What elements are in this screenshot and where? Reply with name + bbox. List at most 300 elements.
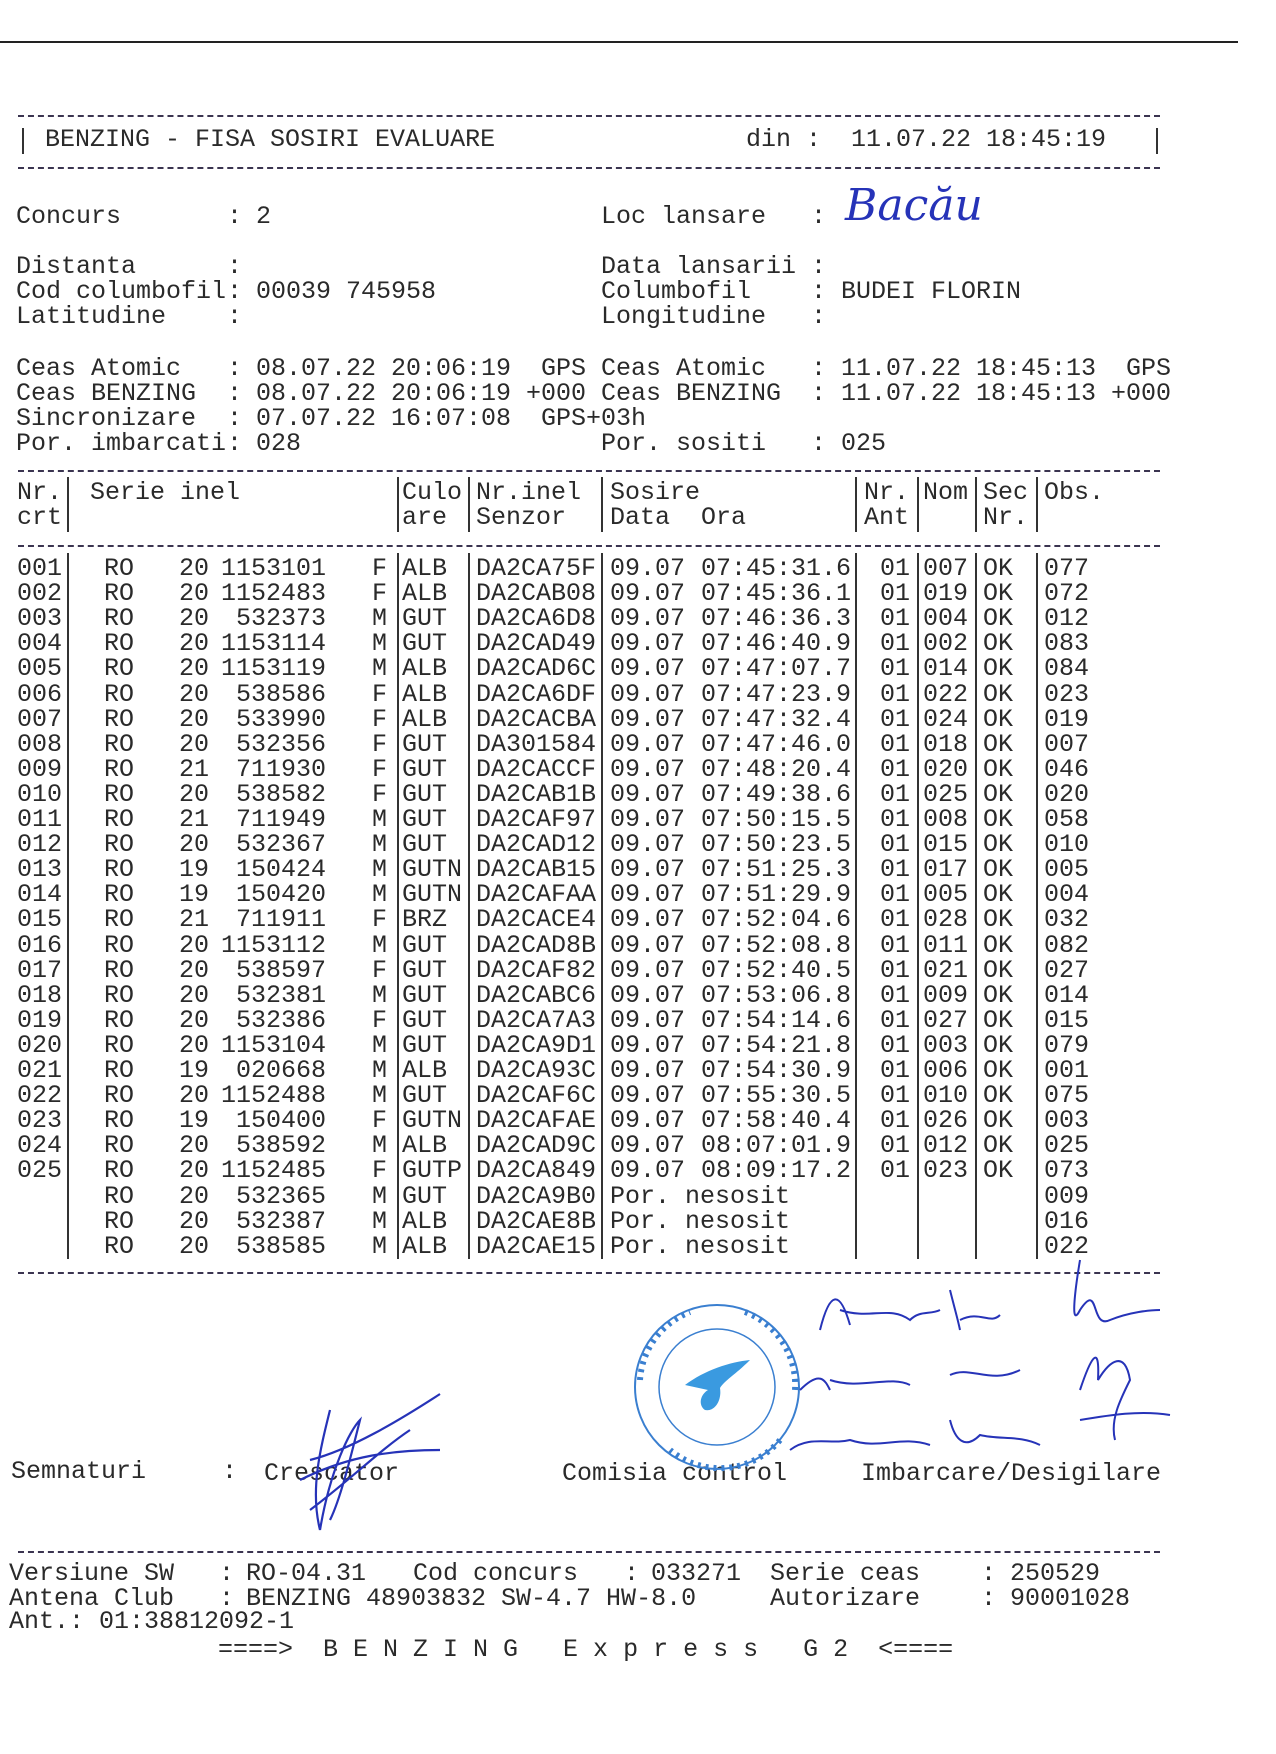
data-lansarii-label: Data lansarii: [601, 252, 797, 281]
cell-color: ALB: [402, 554, 448, 583]
cell-ring-number: 1152488: [220, 1081, 326, 1110]
association-stamp: [630, 1300, 805, 1475]
cell-obs: 004: [1044, 880, 1090, 909]
cell-ring-number: 538585: [235, 1232, 326, 1261]
cell-ring-number: 711930: [235, 755, 326, 784]
cell-nr: 019: [17, 1006, 63, 1035]
cell-sec: OK: [983, 931, 1014, 960]
cell-ring-number: 1152483: [220, 579, 326, 608]
cell-obs: 016: [1044, 1207, 1090, 1236]
cell-nom: 006: [923, 1056, 969, 1085]
title-box-left: [22, 128, 24, 154]
crescator-signature: [290, 1390, 460, 1540]
cell-nr: 021: [17, 1056, 63, 1085]
cell-ring-number: 538592: [235, 1131, 326, 1160]
column-divider: [1036, 477, 1038, 532]
cell-sec: OK: [983, 1081, 1014, 1110]
cell-sex: F: [372, 1156, 388, 1185]
cell-time: 07:54:14.6: [701, 1006, 852, 1035]
colon: :: [227, 404, 243, 433]
column-divider: [855, 477, 857, 532]
cell-country: RO: [104, 981, 135, 1010]
cell-color: BRZ: [402, 905, 448, 934]
cell-date: 09.07: [610, 956, 686, 985]
divider: [18, 1551, 1160, 1553]
cell-time: 08:07:01.9: [701, 1131, 852, 1160]
cell-sex: M: [372, 880, 388, 909]
cell-color: GUT: [402, 956, 448, 985]
cell-color: GUT: [402, 1031, 448, 1060]
autorizare-value: 90001028: [1010, 1584, 1131, 1613]
divider: [18, 115, 1160, 117]
cell-nom: 020: [923, 755, 969, 784]
cell-obs: 032: [1044, 905, 1090, 934]
cell-country: RO: [104, 730, 135, 759]
crescator-label: Crescator: [264, 1459, 400, 1488]
cell-country: RO: [104, 554, 135, 583]
columbofil-value: BUDEI FLORIN: [841, 277, 1022, 306]
cell-nom: 010: [923, 1081, 969, 1110]
cell-country: RO: [104, 1106, 135, 1135]
cell-obs: 007: [1044, 730, 1090, 759]
cell-country: RO: [104, 654, 135, 683]
cell-year: 20: [179, 554, 210, 583]
cell-ring-number: 532381: [235, 981, 326, 1010]
cell-sec: OK: [983, 830, 1014, 859]
column-divider: [1036, 553, 1038, 1259]
cell-ant: 01: [880, 680, 911, 709]
cell-date: 09.07: [610, 755, 686, 784]
cell-time: 08:09:17.2: [701, 1156, 852, 1185]
cell-ant: 01: [880, 780, 911, 809]
colon: :: [227, 429, 243, 458]
cell-nr: 003: [17, 604, 63, 633]
cell-country: RO: [104, 1156, 135, 1185]
cell-year: 21: [179, 905, 210, 934]
cell-color: ALB: [402, 654, 448, 683]
cell-sex: F: [372, 554, 388, 583]
cell-nr: 017: [17, 956, 63, 985]
colon: :: [219, 1559, 235, 1588]
cell-date: 09.07: [610, 680, 686, 709]
cell-sex: M: [372, 931, 388, 960]
cell-date: 09.07: [610, 830, 686, 859]
cell-sec: OK: [983, 1131, 1014, 1160]
cell-sec: OK: [983, 855, 1014, 884]
cell-ring-number: 1153114: [220, 629, 326, 658]
cell-ant: 01: [880, 931, 911, 960]
cell-country: RO: [104, 1006, 135, 1035]
latitudine-label: Latitudine: [16, 302, 167, 331]
cell-color: GUT: [402, 755, 448, 784]
cell-nr: 020: [17, 1031, 63, 1060]
cell-country: RO: [104, 1031, 135, 1060]
cell-ant: 01: [880, 755, 911, 784]
cell-year: 20: [179, 780, 210, 809]
cell-ring-number: 532365: [235, 1182, 326, 1211]
cell-obs: 046: [1044, 755, 1090, 784]
cell-nom: 004: [923, 604, 969, 633]
cell-sec: OK: [983, 780, 1014, 809]
cell-sensor: DA2CAB08: [476, 579, 597, 608]
colon: :: [227, 202, 243, 231]
clock-value: 11.07.22 18:45:13 +000: [841, 379, 1172, 408]
clock-value: 11.07.22 18:45:13 GPS: [841, 354, 1172, 383]
cell-sec: OK: [983, 629, 1014, 658]
cell-sex: F: [372, 579, 388, 608]
cell-ring-number: 1153104: [220, 1031, 326, 1060]
cell-sex: F: [372, 730, 388, 759]
cell-ring-number: 532387: [235, 1207, 326, 1236]
cell-sensor: DA2CAE8B: [476, 1207, 597, 1236]
cell-sec: OK: [983, 579, 1014, 608]
cell-country: RO: [104, 931, 135, 960]
cell-country: RO: [104, 579, 135, 608]
cell-sex: M: [372, 629, 388, 658]
colon: :: [227, 277, 243, 306]
versiune-label: Versiune SW: [9, 1559, 175, 1588]
cell-color: GUT: [402, 730, 448, 759]
cell-sensor: DA2CAD12: [476, 830, 597, 859]
cell-obs: 005: [1044, 855, 1090, 884]
cell-sensor: DA2CAD9C: [476, 1131, 597, 1160]
cell-obs: 020: [1044, 780, 1090, 809]
cell-obs: 083: [1044, 629, 1090, 658]
column-header-obs: Obs.: [1044, 478, 1105, 507]
cell-nom: 024: [923, 705, 969, 734]
column-divider: [601, 477, 603, 532]
antenna-id: Ant.: 01:38812092-1: [9, 1607, 295, 1636]
cell-color: ALB: [402, 680, 448, 709]
cell-sec: OK: [983, 905, 1014, 934]
colon: :: [219, 1584, 235, 1613]
cell-sec: OK: [983, 956, 1014, 985]
cell-country: RO: [104, 1081, 135, 1110]
cell-ring-number: 533990: [235, 705, 326, 734]
cell-country: RO: [104, 880, 135, 909]
cell-date: 09.07: [610, 1031, 686, 1060]
cell-sensor: DA2CAFAA: [476, 880, 597, 909]
cod-columbofil-value: 00039 745958: [256, 277, 437, 306]
cell-time: 07:46:40.9: [701, 629, 852, 658]
cell-ant: 01: [880, 905, 911, 934]
column-divider: [975, 553, 977, 1259]
cell-ring-number: 532373: [235, 604, 326, 633]
cell-time: 07:47:23.9: [701, 680, 852, 709]
longitudine-label: Longitudine: [601, 302, 767, 331]
cod-concurs-label: Cod concurs: [413, 1559, 579, 1588]
cell-sensor: DA2CA9B0: [476, 1182, 597, 1211]
cell-country: RO: [104, 680, 135, 709]
cell-nr: 010: [17, 780, 63, 809]
colon: :: [811, 302, 827, 331]
cell-nom: 017: [923, 855, 969, 884]
cell-ant: 01: [880, 730, 911, 759]
cell-nr: 009: [17, 755, 63, 784]
cell-color: GUTP: [402, 1156, 463, 1185]
cell-date: 09.07: [610, 554, 686, 583]
title-box-right: [1156, 128, 1158, 154]
column-header-nr1: Nr.: [17, 478, 63, 507]
colon: :: [981, 1559, 997, 1588]
clock-label: Ceas BENZING: [16, 379, 197, 408]
top-rule: [0, 41, 1238, 43]
colon: :: [811, 429, 827, 458]
cell-color: GUT: [402, 1006, 448, 1035]
cell-date: 09.07: [610, 705, 686, 734]
clock-value: 08.07.22 20:06:19 +000: [256, 379, 587, 408]
cell-year: 20: [179, 1031, 210, 1060]
concurs-label: Concurs: [16, 202, 122, 231]
cell-obs: 077: [1044, 554, 1090, 583]
cell-sensor: DA2CAF97: [476, 805, 597, 834]
cell-sec: OK: [983, 805, 1014, 834]
cell-year: 20: [179, 654, 210, 683]
column-header-nr2: crt: [17, 503, 63, 532]
cell-date: 09.07: [610, 629, 686, 658]
cell-country: RO: [104, 755, 135, 784]
serie-ceas-label: Serie ceas: [770, 1559, 921, 1588]
cell-color: GUT: [402, 604, 448, 633]
cell-time: 07:51:25.3: [701, 855, 852, 884]
cell-nr: 004: [17, 629, 63, 658]
cell-ring-number: 150424: [235, 855, 326, 884]
cell-country: RO: [104, 956, 135, 985]
cell-sex: M: [372, 1131, 388, 1160]
cell-ring-number: 538597: [235, 956, 326, 985]
cell-nom: 018: [923, 730, 969, 759]
cell-nr: 024: [17, 1131, 63, 1160]
cell-date: 09.07: [610, 654, 686, 683]
cell-ant: 01: [880, 830, 911, 859]
cell-country: RO: [104, 805, 135, 834]
cell-sensor: DA2CACBA: [476, 705, 597, 734]
cell-color: GUTN: [402, 880, 463, 909]
column-divider: [855, 553, 857, 1259]
cell-sensor: DA2CA6DF: [476, 680, 597, 709]
cell-time: 07:52:08.8: [701, 931, 852, 960]
cell-color: GUT: [402, 830, 448, 859]
clock-label: Por. imbarcati: [16, 429, 227, 458]
cell-date: 09.07: [610, 1006, 686, 1035]
cell-nr: 007: [17, 705, 63, 734]
autorizare-label: Autorizare: [770, 1584, 921, 1613]
column-header-inel2: Senzor: [476, 503, 567, 532]
cell-color: ALB: [402, 1056, 448, 1085]
cell-year: 20: [179, 1006, 210, 1035]
cod-columbofil-label: Cod columbofil: [16, 277, 227, 306]
cell-date: 09.07: [610, 1056, 686, 1085]
cell-year: 20: [179, 1182, 210, 1211]
cell-nom: 009: [923, 981, 969, 1010]
clock-label: Ceas Atomic: [601, 354, 767, 383]
cell-date: 09.07: [610, 730, 686, 759]
cell-ring-number: 538586: [235, 680, 326, 709]
cell-year: 20: [179, 604, 210, 633]
cell-sensor: DA2CA9D1: [476, 1031, 597, 1060]
cell-ring-number: 020668: [235, 1056, 326, 1085]
cell-sec: OK: [983, 1156, 1014, 1185]
cell-ring-number: 150400: [235, 1106, 326, 1135]
cell-year: 20: [179, 705, 210, 734]
cell-ring-number: 532356: [235, 730, 326, 759]
column-header-sec2: Nr.: [983, 503, 1029, 532]
cell-date: 09.07: [610, 905, 686, 934]
cell-sex: F: [372, 780, 388, 809]
column-divider: [917, 477, 919, 532]
cell-date: 09.07: [610, 1081, 686, 1110]
colon: :: [811, 379, 827, 408]
cell-nom: 002: [923, 629, 969, 658]
colon: :: [227, 252, 243, 281]
cell-obs: 082: [1044, 931, 1090, 960]
cell-ring-number: 711949: [235, 805, 326, 834]
cell-time: 07:52:04.6: [701, 905, 852, 934]
cell-time: 07:45:36.1: [701, 579, 852, 608]
cell-color: GUTN: [402, 855, 463, 884]
cell-time: 07:47:07.7: [701, 654, 852, 683]
cell-country: RO: [104, 905, 135, 934]
cell-obs: 012: [1044, 604, 1090, 633]
cell-color: GUT: [402, 931, 448, 960]
cell-sensor: DA2CAF82: [476, 956, 597, 985]
cell-obs: 058: [1044, 805, 1090, 834]
cell-date: 09.07: [610, 805, 686, 834]
cell-ant: 01: [880, 880, 911, 909]
cell-sex: M: [372, 604, 388, 633]
cell-year: 21: [179, 755, 210, 784]
cell-date: 09.07: [610, 579, 686, 608]
divider: [18, 545, 1160, 547]
cell-obs: 022: [1044, 1232, 1090, 1261]
cell-date: 09.07: [610, 1106, 686, 1135]
cell-year: 20: [179, 680, 210, 709]
cell-nom: 023: [923, 1156, 969, 1185]
cell-sensor: DA2CAD6C: [476, 654, 597, 683]
cell-time: 07:51:29.9: [701, 880, 852, 909]
colon: :: [227, 379, 243, 408]
cell-sensor: DA2CA93C: [476, 1056, 597, 1085]
cell-nr: 002: [17, 579, 63, 608]
cell-ring-number: 532367: [235, 830, 326, 859]
cell-ant: 01: [880, 629, 911, 658]
cell-color: GUT: [402, 805, 448, 834]
cell-obs: 019: [1044, 705, 1090, 734]
cell-time: 07:50:23.5: [701, 830, 852, 859]
cell-country: RO: [104, 1182, 135, 1211]
column-divider: [67, 553, 69, 1259]
cell-sex: F: [372, 755, 388, 784]
cell-ring-number: 1153101: [220, 554, 326, 583]
cell-year: 20: [179, 1081, 210, 1110]
cell-obs: 073: [1044, 1156, 1090, 1185]
cell-nom: 019: [923, 579, 969, 608]
cell-year: 20: [179, 981, 210, 1010]
cell-time: 07:48:20.4: [701, 755, 852, 784]
cell-ant: 01: [880, 554, 911, 583]
cell-sensor: DA2CAF6C: [476, 1081, 597, 1110]
cell-year: 20: [179, 1156, 210, 1185]
comisia-label: Comisia control: [562, 1459, 788, 1488]
antena-label: Antena Club: [9, 1584, 175, 1613]
cell-color: GUT: [402, 1182, 448, 1211]
cell-sec: OK: [983, 1106, 1014, 1135]
cell-time: 07:47:46.0: [701, 730, 852, 759]
cell-nom: 026: [923, 1106, 969, 1135]
clock-value: 07.07.22 16:07:08 GPS+03h: [256, 404, 647, 433]
cell-sensor: DA2CAB15: [476, 855, 597, 884]
cell-sensor: DA301584: [476, 730, 597, 759]
cell-date: 09.07: [610, 931, 686, 960]
cell-nom: 007: [923, 554, 969, 583]
cell-time: 07:47:32.4: [701, 705, 852, 734]
cell-sex: F: [372, 705, 388, 734]
column-header-sosire_data: Data: [610, 503, 671, 532]
cell-obs: 075: [1044, 1081, 1090, 1110]
cell-country: RO: [104, 1056, 135, 1085]
clock-value: 025: [841, 429, 887, 458]
cell-sex: F: [372, 956, 388, 985]
distanta-label: Distanta: [16, 252, 137, 281]
cell-color: GUT: [402, 1081, 448, 1110]
cell-nr: 025: [17, 1156, 63, 1185]
cell-obs: 079: [1044, 1031, 1090, 1060]
cell-time: 07:50:15.5: [701, 805, 852, 834]
cell-obs: 072: [1044, 579, 1090, 608]
clock-label: Ceas Atomic: [16, 354, 182, 383]
cell-sec: OK: [983, 730, 1014, 759]
colon: :: [227, 302, 243, 331]
versiune-value: RO-04.31: [246, 1559, 367, 1588]
column-divider: [67, 477, 69, 532]
cell-obs: 009: [1044, 1182, 1090, 1211]
cell-date: 09.07: [610, 1131, 686, 1160]
cell-nr: 013: [17, 855, 63, 884]
cell-year: 20: [179, 1232, 210, 1261]
clock-label: Sincronizare: [16, 404, 197, 433]
cell-sensor: DA2CA849: [476, 1156, 597, 1185]
cell-obs: 010: [1044, 830, 1090, 859]
cell-sex: M: [372, 654, 388, 683]
cell-color: GUT: [402, 780, 448, 809]
cell-sensor: DA2CAFAE: [476, 1106, 597, 1135]
cell-nr: 012: [17, 830, 63, 859]
cell-nom: 025: [923, 780, 969, 809]
clock-value: 08.07.22 20:06:19 GPS: [256, 354, 587, 383]
cell-country: RO: [104, 604, 135, 633]
cell-sex: M: [372, 830, 388, 859]
cell-nr: 022: [17, 1081, 63, 1110]
antena-value: BENZING 48903832 SW-4.7 HW-8.0: [246, 1584, 697, 1613]
cell-country: RO: [104, 830, 135, 859]
cell-year: 20: [179, 629, 210, 658]
cell-sensor: DA2CABC6: [476, 981, 597, 1010]
cell-sec: OK: [983, 654, 1014, 683]
cell-date: 09.07: [610, 855, 686, 884]
cell-ring-number: 1153119: [220, 654, 326, 683]
cell-sec: OK: [983, 680, 1014, 709]
cell-ant: 01: [880, 1081, 911, 1110]
cell-date: 09.07: [610, 1156, 686, 1185]
cell-ant: 01: [880, 604, 911, 633]
din-value: 11.07.22 18:45:19: [851, 125, 1107, 154]
cell-sensor: DA2CAD8B: [476, 931, 597, 960]
cell-year: 21: [179, 805, 210, 834]
columbofil-label: Columbofil: [601, 277, 752, 306]
cell-sec: OK: [983, 1006, 1014, 1035]
cell-obs: 027: [1044, 956, 1090, 985]
cell-sec: OK: [983, 1056, 1014, 1085]
